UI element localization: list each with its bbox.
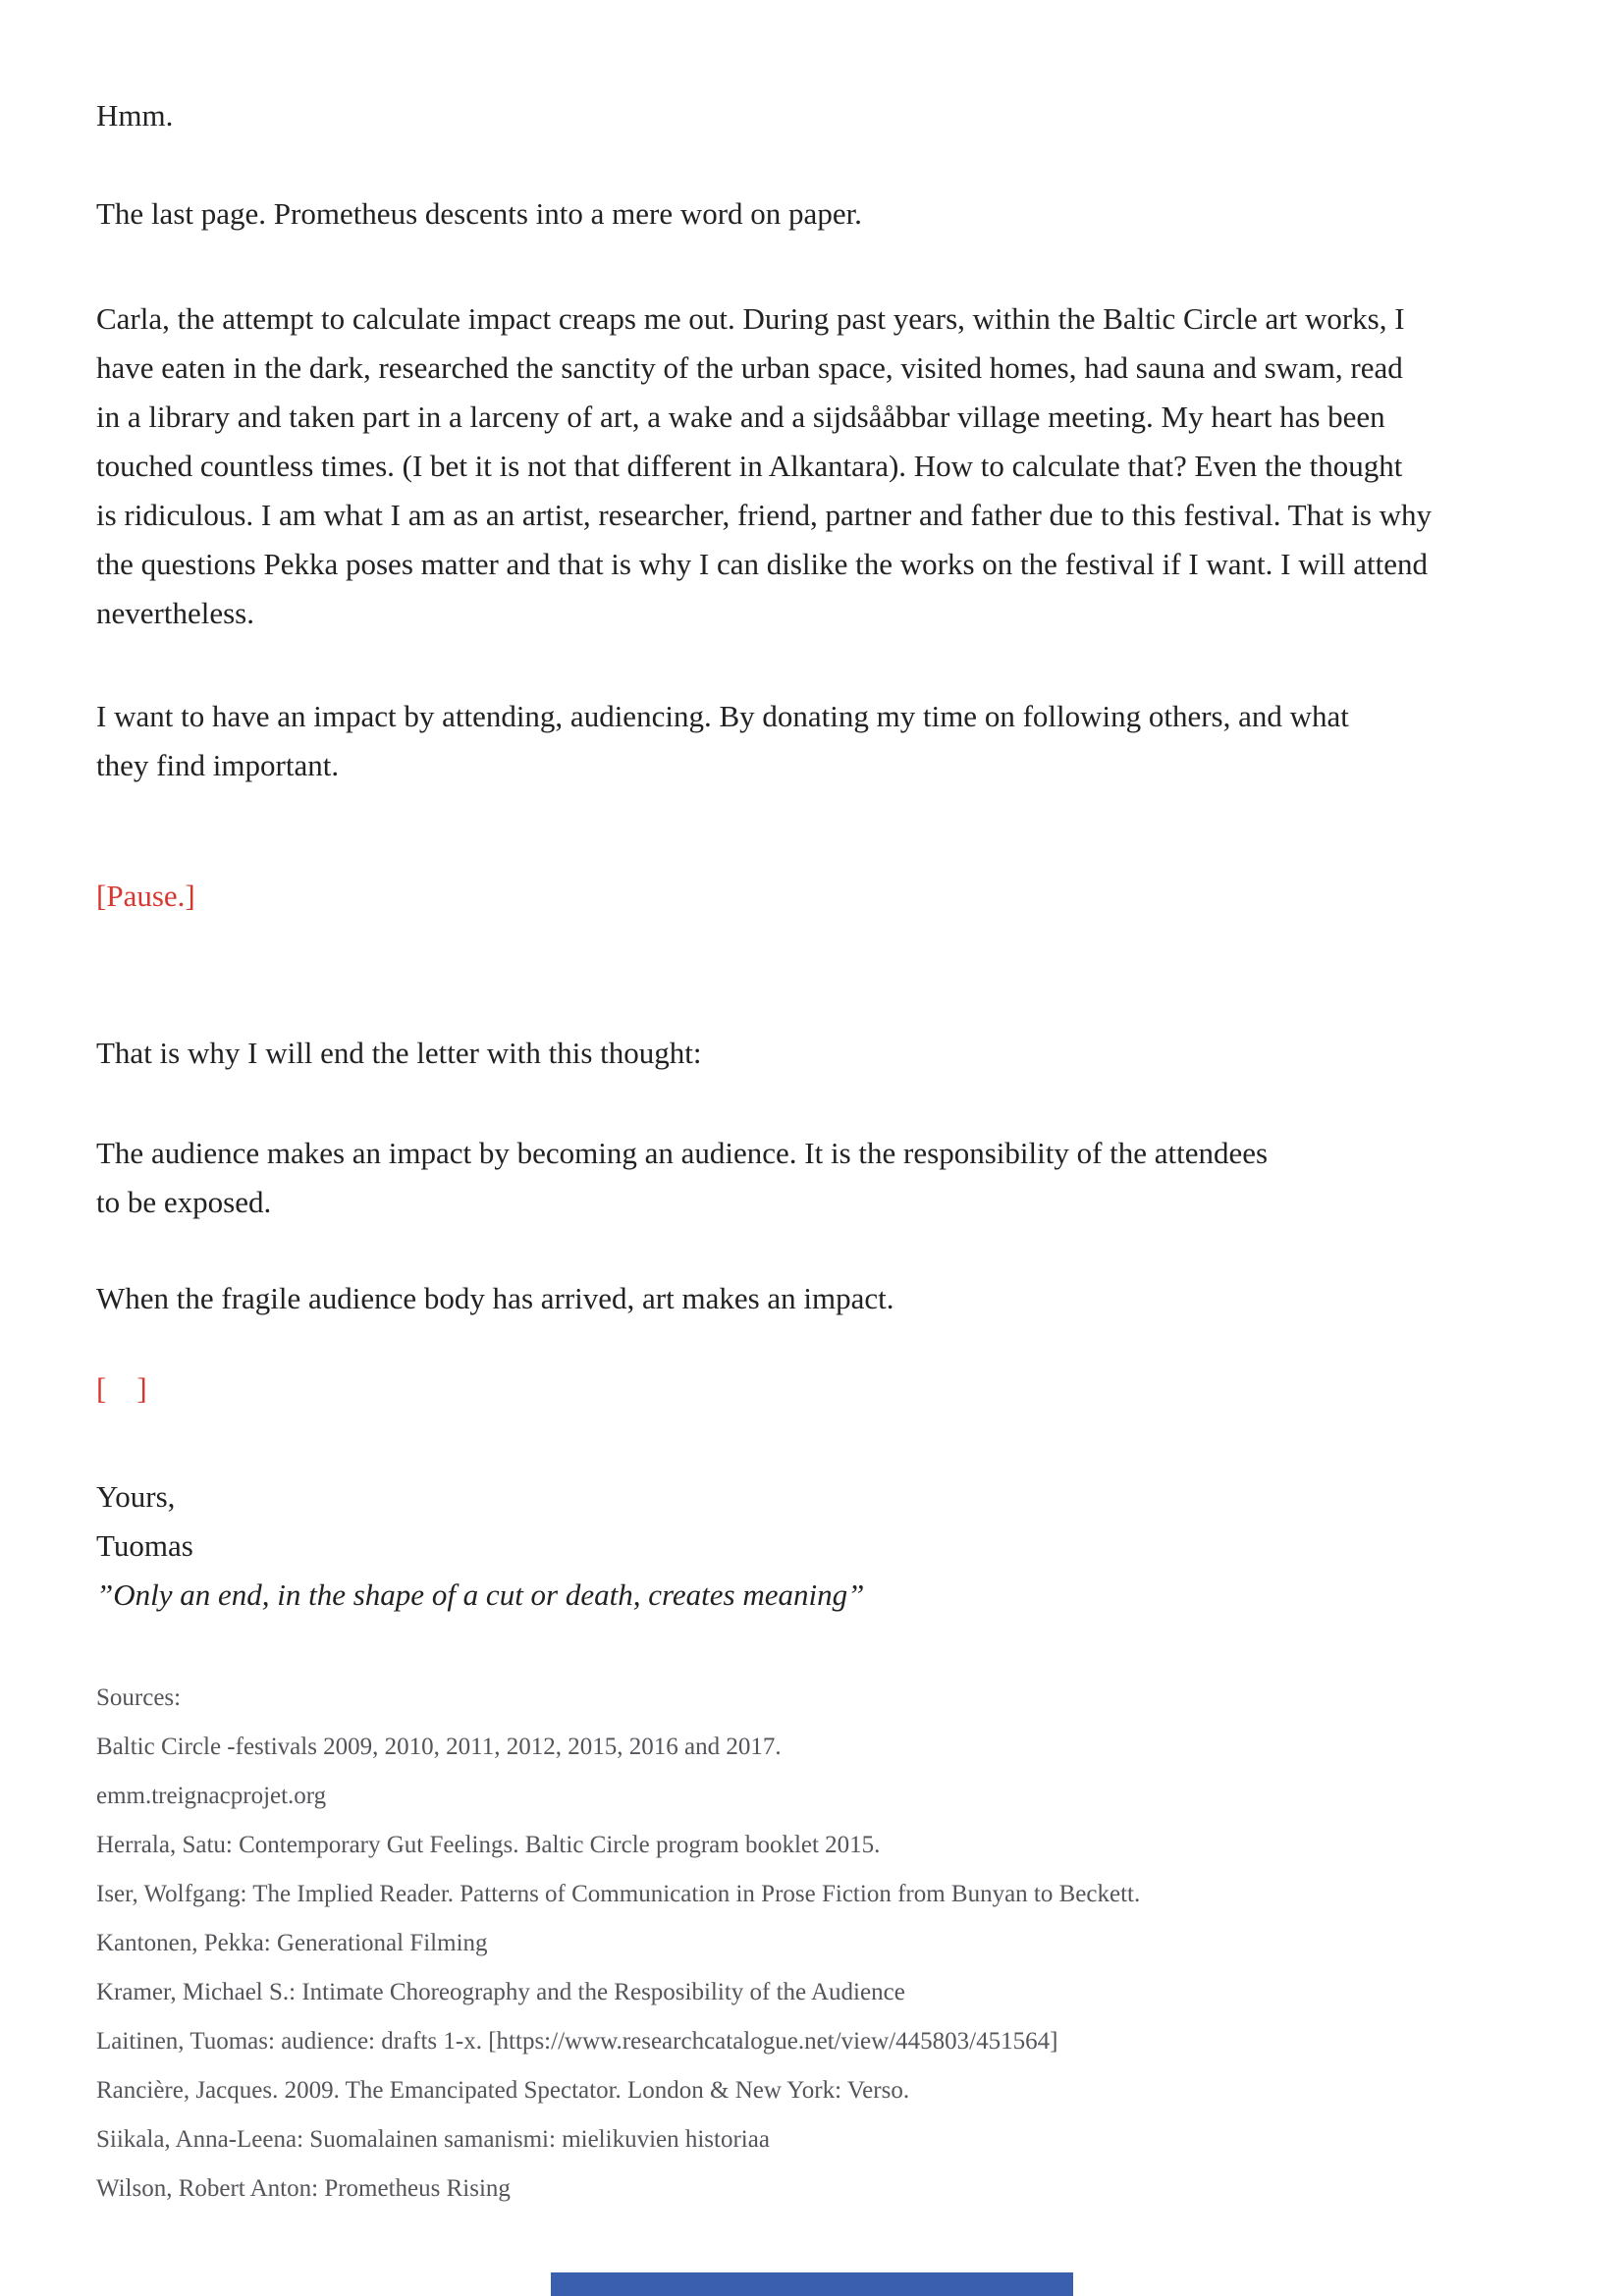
paragraph-impact-line: I want to have an impact by attending, audiencing. By donating my time on following others, and what — [96, 699, 1349, 733]
signature-name: Tuomas — [96, 1528, 193, 1563]
sources-section — [96, 1674, 1140, 2214]
signature — [96, 1472, 864, 1620]
paragraph-audience-line: The audience makes an impact by becoming an audience. It is the responsibility of the attendees — [96, 1136, 1269, 1170]
paragraph-carla-line: is ridiculous. I am what I am as an artist, researcher, friend, partner and father due to this festival. That is why — [96, 498, 1433, 532]
source-item: Wilson, Robert Anton: Prometheus Rising — [96, 2175, 511, 2202]
source-item: Baltic Circle -festivals 2009, 2010, 2011, 2012, 2015, 2016 and 2017. — [96, 1734, 782, 1760]
paragraph-impact — [96, 692, 1349, 790]
source-item: Kantonen, Pekka: Generational Filming — [96, 1930, 488, 1956]
paragraph-carla-line: Carla, the attempt to calculate impact creaps me out. During past years, within the Baltic Circle art works, I — [96, 301, 1405, 336]
source-item: Iser, Wolfgang: The Implied Reader. Patterns of Communication in Prose Fiction from Bunyan to Beckett. — [96, 1881, 1141, 1907]
paragraph-last-page: The last page. Prometheus descents into a mere word on paper. — [96, 196, 862, 231]
paragraph-carla-line: have eaten in the dark, researched the sanctity of the urban space, visited homes, had sauna and swam, read — [96, 350, 1403, 385]
paragraph-fragile: When the fragile audience body has arrived, art makes an impact. — [96, 1281, 894, 1315]
source-item: Rancière, Jacques. 2009. The Emancipated Spectator. London & New York: Verso. — [96, 2077, 910, 2104]
source-item: emm.treignacprojet.org — [96, 1783, 327, 1809]
paragraph-audience-line: to be exposed. — [96, 1185, 272, 1219]
source-item: Laitinen, Tuomas: audience: drafts 1-x. [https://www.researchcatalogue.net/view/445803/451564] — [96, 2028, 1058, 2055]
source-item: Herrala, Satu: Contemporary Gut Feelings. Baltic Circle program booklet 2015. — [96, 1832, 881, 1858]
paragraph-end-thought: That is why I will end the letter with this thought: — [96, 1036, 702, 1070]
next-page-preview-bar — [551, 2272, 1073, 2296]
brackets-marker: [ ] — [96, 1371, 147, 1406]
paragraph-carla-line: nevertheless. — [96, 596, 254, 630]
signature-quote: ”Only an end, in the shape of a cut or death, creates meaning” — [96, 1577, 865, 1612]
paragraph-audience — [96, 1129, 1268, 1227]
paragraph-impact-line: they find important. — [96, 748, 340, 782]
source-item: Kramer, Michael S.: Intimate Choreography and the Resposibility of the Audience — [96, 1979, 905, 2005]
paragraph-hmm: Hmm. — [96, 98, 174, 133]
paragraph-carla — [96, 294, 1432, 638]
signature-yours: Yours, — [96, 1479, 176, 1514]
paragraph-carla-line: the questions Pekka poses matter and that is why I can dislike the works on the festival if I want. I will attend — [96, 547, 1428, 581]
source-item: Siikala, Anna-Leena: Suomalainen samanismi: mielikuvien historiaa — [96, 2126, 770, 2153]
pause-marker: [Pause.] — [96, 879, 195, 913]
paragraph-carla-line: in a library and taken part in a larceny of art, a wake and a sijdsååbbar village meeting. My heart has been — [96, 400, 1385, 434]
paragraph-carla-line: touched countless times. (I bet it is not that different in Alkantara). How to calculate that? Even the thought — [96, 449, 1403, 483]
sources-heading: Sources: — [96, 1684, 182, 1711]
